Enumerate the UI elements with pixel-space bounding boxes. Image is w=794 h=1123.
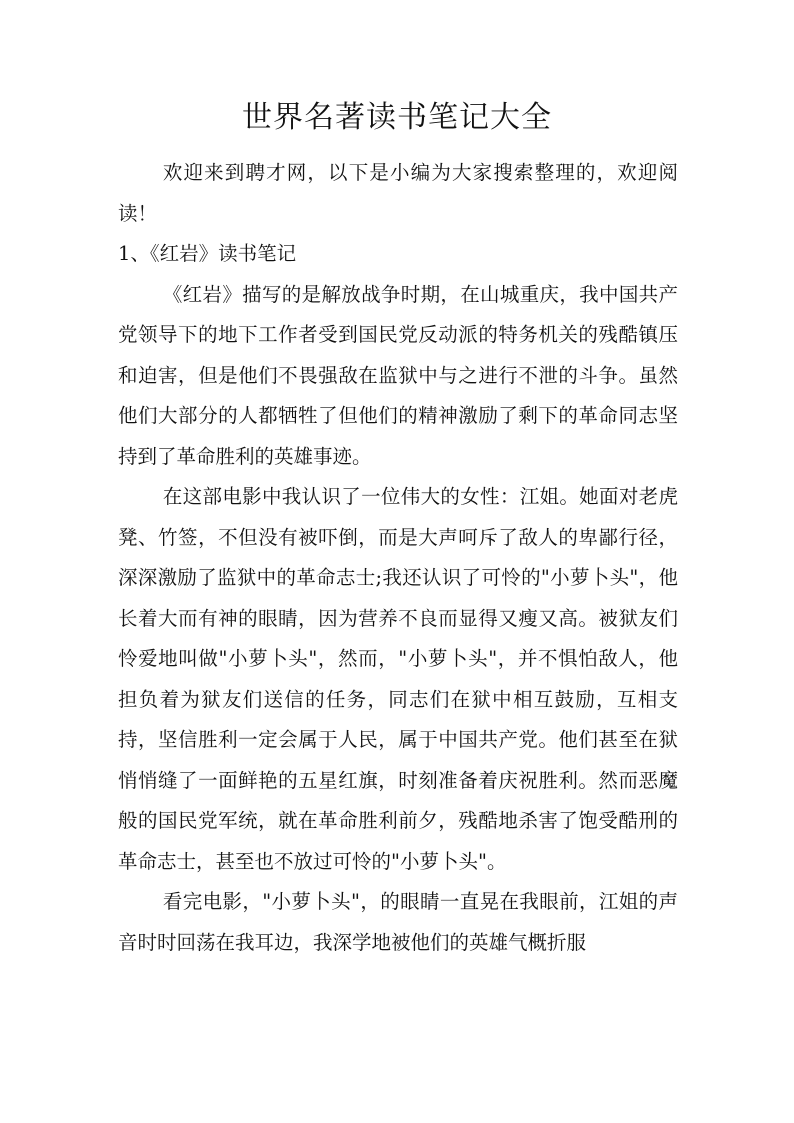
- document-title: 世界名著读书笔记大全: [242, 100, 552, 135]
- document-body: [118, 153, 678, 963]
- body-paragraph: 看完电影，"小萝卜头"，的眼睛一直晃在我眼前，江姐的声音时时回荡在我耳边，我深学地被他们的英雄气概折服: [118, 890, 678, 954]
- body-paragraph: 《红岩》描写的是解放战争时期，在山城重庆，我中国共产党领导下的地下工作者受到国民党反动派的特务机关的残酷镇压和迫害，但是他们不畏强敌在监狱中与之进行不泄的斗争。虽然他们大部分的人都牺牲了但他们的精神激励了剩下的革命同志坚持到了革命胜利的英雄事迹。: [118, 282, 678, 468]
- section-heading: 1、《红岩》读书笔记: [118, 242, 297, 265]
- intro-paragraph: 欢迎来到聘才网，以下是小编为大家搜索整理的，欢迎阅读！: [118, 161, 678, 225]
- body-paragraph: 在这部电影中我认识了一位伟大的女性：江姐。她面对老虎凳、竹签，不但没有被吓倒，而是大声呵斥了敌人的卑鄙行径，深深激励了监狱中的革命志士;我还认识了可怜的"小萝卜头"，他长着大而有神的眼睛，因为营养不良而显得又瘦又高。被狱友们怜爱地叫做"小萝卜头"，然而，"小萝卜头"，并不惧怕敌人，他担负着为狱友们送信的任务，同志们在狱中相互鼓励，互相支持，坚信胜利一定会属于人民，属于中国共产党。他们甚至在狱悄悄缝了一面鲜艳的五星红旗，时刻准备着庆祝胜利。然而恶魔般的国民党军统，就在革命胜利前夕，残酷地杀害了饱受酷刑的革命志士，甚至也不放过可怜的"小萝卜头"。: [118, 485, 678, 873]
